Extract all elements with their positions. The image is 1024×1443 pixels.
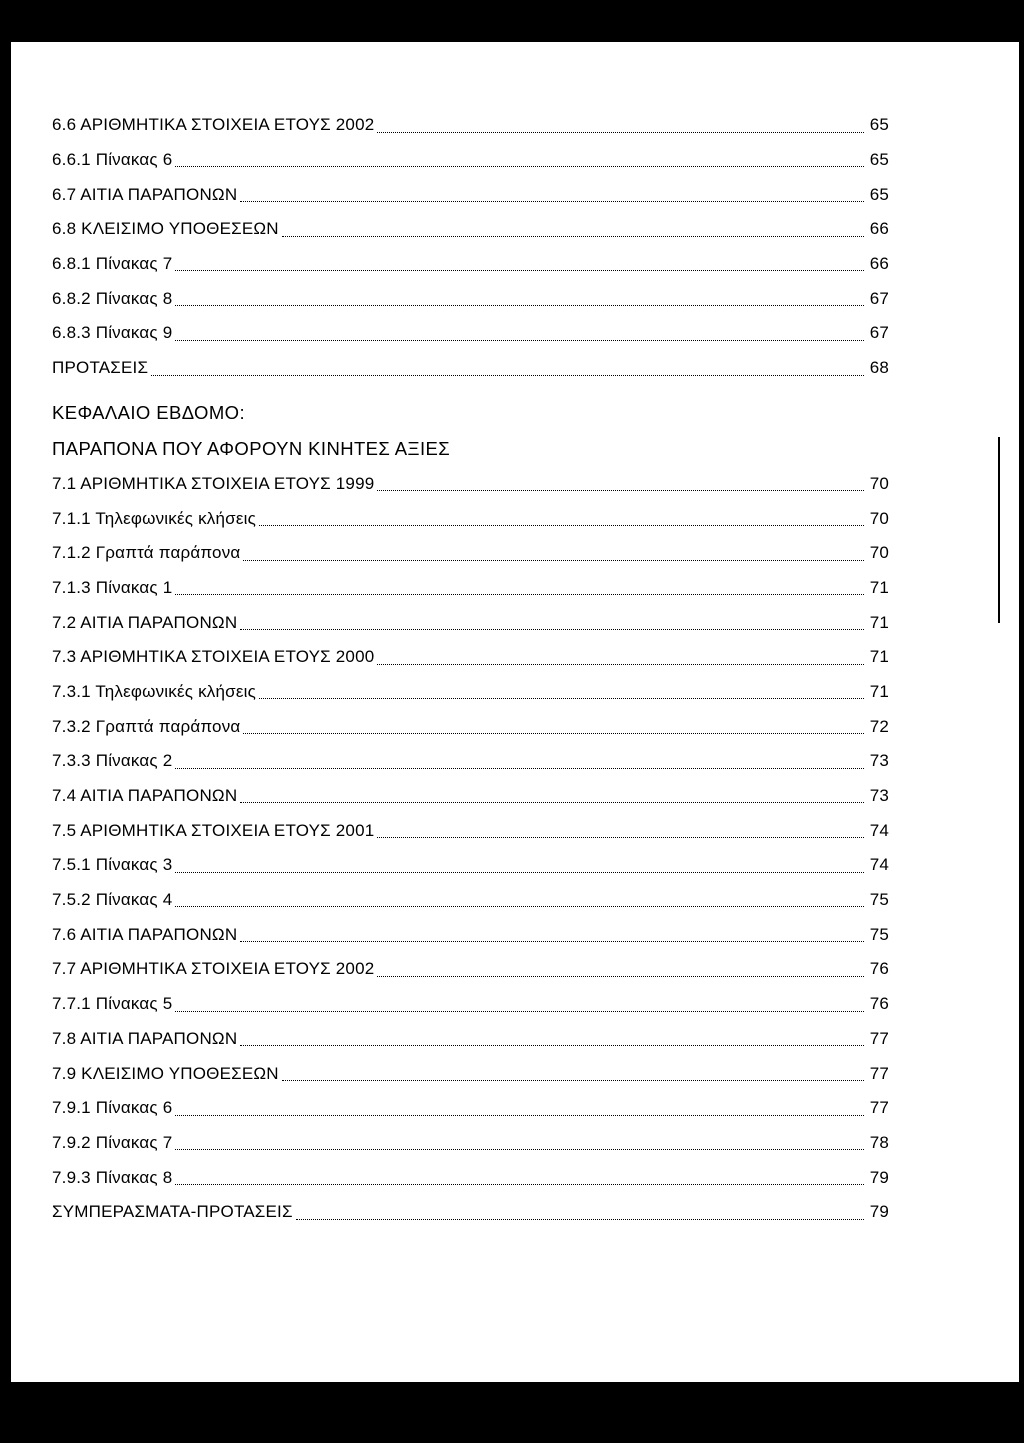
toc-entry[interactable] <box>52 883 889 918</box>
toc-entry-label: 7.1 ΑΡΙΘΜΗΤΙΚΑ ΣΤΟΙΧΕΙΑ ΕΤΟΥΣ 1999 <box>52 474 377 494</box>
toc-entry-page-number: 73 <box>869 751 889 771</box>
toc-entry-label: ΣΥΜΠΕΡΑΣΜΑΤΑ-ΠΡΟΤΑΣΕΙΣ <box>52 1202 296 1222</box>
toc-entry[interactable] <box>52 917 889 952</box>
toc-entry[interactable] <box>52 709 889 744</box>
toc-entry[interactable] <box>52 143 889 178</box>
toc-entry-label: 7.9.3 Πίνακας 8 <box>52 1168 175 1188</box>
toc-entry[interactable] <box>52 247 889 282</box>
toc-entry[interactable] <box>52 848 889 883</box>
toc-entry[interactable] <box>52 351 889 386</box>
toc-entry-label: ΠΡΟΤΑΣΕΙΣ <box>52 358 151 378</box>
toc-entry-label: 7.1.2 Γραπτά παράπονα <box>52 543 243 563</box>
scan-edge-line <box>998 437 1000 623</box>
dot-leader <box>377 664 864 665</box>
toc-entry-label: 7.8 ΑΙΤΙΑ ΠΑΡΑΠΟΝΩΝ <box>52 1029 240 1049</box>
toc-entry-page-number: 77 <box>869 1028 889 1048</box>
dot-leader <box>175 1011 864 1012</box>
dot-leader <box>175 1184 864 1185</box>
dot-leader <box>377 132 864 133</box>
toc-entry[interactable] <box>52 501 889 536</box>
dot-leader <box>240 941 864 942</box>
dot-leader <box>259 698 864 699</box>
toc-entry-page-number: 65 <box>869 115 889 135</box>
toc-entry[interactable] <box>52 1195 889 1230</box>
toc-entry[interactable] <box>52 316 889 351</box>
toc-entry-label: 6.6.1 Πίνακας 6 <box>52 150 175 170</box>
toc-entry[interactable] <box>52 571 889 606</box>
dot-leader <box>175 906 864 907</box>
toc-entry-page-number: 71 <box>869 612 889 632</box>
toc-entry[interactable] <box>52 744 889 779</box>
toc-entry-page-number: 66 <box>869 219 889 239</box>
toc-entry[interactable] <box>52 281 889 316</box>
dot-leader <box>240 629 864 630</box>
toc-entry-page-number: 74 <box>869 855 889 875</box>
dot-leader <box>259 525 864 526</box>
toc-entry-label: 7.7.1 Πίνακας 5 <box>52 994 175 1014</box>
toc-entry-page-number: 71 <box>869 681 889 701</box>
toc-entry-page-number: 72 <box>869 716 889 736</box>
toc-entry-page-number: 79 <box>869 1167 889 1187</box>
dot-leader <box>175 594 864 595</box>
toc-entry-label: 7.3.2 Γραπτά παράπονα <box>52 717 243 737</box>
toc-entry-page-number: 71 <box>869 647 889 667</box>
dot-leader <box>175 1115 864 1116</box>
toc-entry-page-number: 77 <box>869 1098 889 1118</box>
toc-entry[interactable] <box>52 1022 889 1057</box>
dot-leader <box>243 733 864 734</box>
dot-leader <box>377 490 864 491</box>
toc-entry-page-number: 70 <box>869 473 889 493</box>
toc-entry-page-number: 71 <box>869 577 889 597</box>
dot-leader <box>151 375 864 376</box>
toc-entry-label: 7.5 ΑΡΙΘΜΗΤΙΚΑ ΣΤΟΙΧΕΙΑ ΕΤΟΥΣ 2001 <box>52 821 377 841</box>
table-of-contents <box>52 108 889 1230</box>
toc-entry-page-number: 75 <box>869 890 889 910</box>
dot-leader <box>175 768 864 769</box>
toc-entry-page-number: 79 <box>869 1202 889 1222</box>
toc-entry-label: 7.9.2 Πίνακας 7 <box>52 1133 175 1153</box>
toc-section-chapter-6 <box>52 108 889 386</box>
toc-entry[interactable] <box>52 1091 889 1126</box>
toc-entry[interactable] <box>52 212 889 247</box>
dot-leader <box>175 1149 864 1150</box>
toc-entry-label: 6.7 ΑΙΤΙΑ ΠΑΡΑΠΟΝΩΝ <box>52 185 240 205</box>
dot-leader <box>296 1219 864 1220</box>
toc-entry-page-number: 75 <box>869 924 889 944</box>
dot-leader <box>175 166 864 167</box>
toc-entry[interactable] <box>52 1126 889 1161</box>
dot-leader <box>175 270 864 271</box>
toc-entry-page-number: 78 <box>869 1132 889 1152</box>
dot-leader <box>240 201 864 202</box>
toc-entry-page-number: 66 <box>869 254 889 274</box>
toc-entry-label: 7.9 ΚΛΕΙΣΙΜΟ ΥΠΟΘΕΣΕΩΝ <box>52 1064 282 1084</box>
toc-entry[interactable] <box>52 605 889 640</box>
toc-entry-label: 6.8 ΚΛΕΙΣΙΜΟ ΥΠΟΘΕΣΕΩΝ <box>52 219 282 239</box>
toc-entry[interactable] <box>52 1160 889 1195</box>
toc-entry-page-number: 73 <box>869 786 889 806</box>
toc-entry-page-number: 67 <box>869 288 889 308</box>
toc-entry-label: 6.6 ΑΡΙΘΜΗΤΙΚΑ ΣΤΟΙΧΕΙΑ ΕΤΟΥΣ 2002 <box>52 115 377 135</box>
toc-entry-page-number: 74 <box>869 820 889 840</box>
toc-entry[interactable] <box>52 108 889 143</box>
toc-entry-label: 7.5.1 Πίνακας 3 <box>52 855 175 875</box>
toc-entry-label: 7.7 ΑΡΙΘΜΗΤΙΚΑ ΣΤΟΙΧΕΙΑ ΕΤΟΥΣ 2002 <box>52 959 377 979</box>
toc-entry-page-number: 65 <box>869 150 889 170</box>
dot-leader <box>175 305 864 306</box>
toc-entry[interactable] <box>52 813 889 848</box>
toc-entry[interactable] <box>52 987 889 1022</box>
toc-entry[interactable] <box>52 177 889 212</box>
toc-entry-label: 6.8.2 Πίνακας 8 <box>52 289 175 309</box>
toc-entry-label: 7.5.2 Πίνακας 4 <box>52 890 175 910</box>
toc-entry-page-number: 76 <box>869 994 889 1014</box>
toc-entry-label: 7.9.1 Πίνακας 6 <box>52 1098 175 1118</box>
toc-entry-page-number: 77 <box>869 1063 889 1083</box>
dot-leader <box>377 837 864 838</box>
toc-entry-page-number: 68 <box>869 358 889 378</box>
dot-leader <box>243 560 864 561</box>
toc-entry-label: 7.3 ΑΡΙΘΜΗΤΙΚΑ ΣΤΟΙΧΕΙΑ ΕΤΟΥΣ 2000 <box>52 647 377 667</box>
toc-entry-label: 7.4 ΑΙΤΙΑ ΠΑΡΑΠΟΝΩΝ <box>52 786 240 806</box>
toc-entry-label: 6.8.1 Πίνακας 7 <box>52 254 175 274</box>
toc-entry-label: 7.1.3 Πίνακας 1 <box>52 578 175 598</box>
toc-entry-page-number: 67 <box>869 323 889 343</box>
toc-entry[interactable] <box>52 467 889 502</box>
toc-entry[interactable] <box>52 1056 889 1091</box>
dot-leader <box>282 236 864 237</box>
toc-entry-page-number: 70 <box>869 508 889 528</box>
dot-leader <box>377 976 864 977</box>
dot-leader <box>240 1045 864 1046</box>
toc-entry[interactable] <box>52 779 889 814</box>
dot-leader <box>175 340 864 341</box>
toc-entry-label: 7.3.3 Πίνακας 2 <box>52 751 175 771</box>
chapter-heading-title: ΠΑΡΑΠΟΝΑ ΠΟΥ ΑΦΟΡΟΥΝ ΚΙΝΗΤΕΣ ΑΞΙΕΣ <box>52 437 451 459</box>
toc-entry-page-number: 70 <box>869 543 889 563</box>
toc-entry-label: 7.1.1 Τηλεφωνικές κλήσεις <box>52 509 259 529</box>
toc-entry-page-number: 76 <box>869 959 889 979</box>
toc-entry[interactable] <box>52 675 889 710</box>
dot-leader <box>240 802 864 803</box>
toc-entry-label: 6.8.3 Πίνακας 9 <box>52 323 175 343</box>
toc-entry-label: 7.6 ΑΙΤΙΑ ΠΑΡΑΠΟΝΩΝ <box>52 925 240 945</box>
dot-leader <box>175 872 864 873</box>
section-spacer <box>52 386 889 396</box>
toc-entry-page-number: 65 <box>869 184 889 204</box>
chapter-heading-number: ΚΕΦΑΛΑΙΟ ΕΒΔΟΜΟ: <box>52 402 245 424</box>
toc-entry[interactable] <box>52 952 889 987</box>
toc-entry[interactable] <box>52 536 889 571</box>
toc-entry[interactable] <box>52 640 889 675</box>
dot-leader <box>282 1080 864 1081</box>
toc-entry-label: 7.2 ΑΙΤΙΑ ΠΑΡΑΠΟΝΩΝ <box>52 613 240 633</box>
toc-section-chapter-7 <box>52 467 889 1230</box>
toc-entry-label: 7.3.1 Τηλεφωνικές κλήσεις <box>52 682 259 702</box>
